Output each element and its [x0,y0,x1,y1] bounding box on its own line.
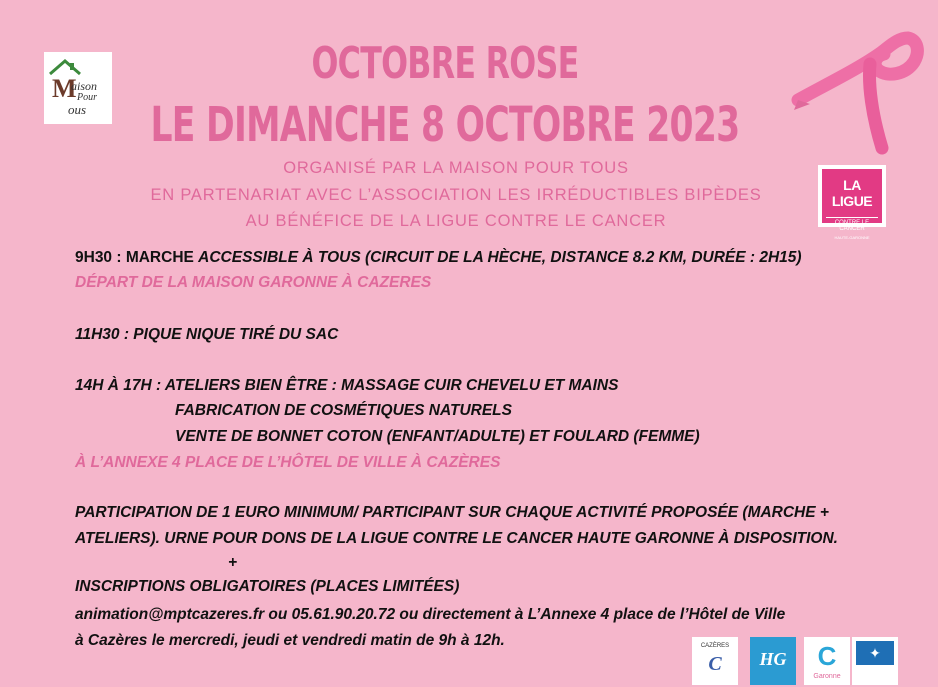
organizer-line: ORGANISÉ PAR LA MAISON POUR TOUS [283,159,629,177]
walk-line [75,249,802,267]
haute-garonne-logo: HG [750,637,796,685]
logo-word-pour: Pour [77,92,97,103]
title-date: LE DIMANCHE 8 OCTOBRE 2023 [150,97,740,153]
logo-letter-m: M [52,74,77,103]
ligue-name: LA LIGUE [831,177,873,209]
workshop-sale: VENTE DE BONNET COTON (ENFANT/ADULTE) ET FOULARD (FEMME) [175,428,700,445]
registration-line: INSCRIPTIONS OBLIGATOIRES (PLACES LIMITÉES) [75,578,460,595]
picnic-line: 11H30 : PIQUE NIQUE TIRÉ DU SAC [75,326,339,343]
ligue-dept: HAUTE-GARONNE [834,235,870,240]
plus-sign: + [228,554,238,571]
cpam-logo: ✦ [852,637,898,685]
la-ligue-logo [818,165,886,240]
ligue-subtitle: CONTRE LE CANCER [826,217,878,232]
walk-description: ACCESSIBLE À TOUS (CIRCUIT DE LA HÈCHE, DISTANCE 8.2 KM, DURÉE : 2H15) [198,249,802,266]
partnership-line: EN PARTENARIAT AVEC L’ASSOCIATION LES IRRÉDUCTIBLES BIPÈDES [150,186,762,204]
contact-line-1: animation@mptcazeres.fr ou 05.61.90.20.72 ou directement à L’Annexe 4 place de l’Hôtel de Ville [75,606,786,623]
cazeres-logo: CAZÈRES C [692,637,738,685]
logo-word-ous: ous [68,102,87,117]
workshop-cosmetics: FABRICATION DE COSMÉTIQUES NATURELS [175,402,512,419]
workshops-place: À L’ANNEXE 4 PLACE DE L’HÔTEL DE VILLE À CAZÈRES [75,454,501,471]
participation-line-2: ATELIERS). URNE POUR DONS DE LA LIGUE CONTRE LE CANCER HAUTE GARONNE À DISPOSITION. [75,530,838,547]
workshops-line: 14H À 17H : ATELIERS BIEN ÊTRE : MASSAGE CUIR CHEVELU ET MAINS [75,377,619,394]
title-octobre-rose: OCTOBRE ROSE [311,38,579,89]
coeur-garonne-logo: C Garonne [804,637,850,685]
contact-line-2: à Cazères le mercredi, jeudi et vendredi matin de 9h à 12h. [75,632,505,649]
participation-line-1: PARTICIPATION DE 1 EURO MINIMUM/ PARTICIPANT SUR CHAQUE ACTIVITÉ PROPOSÉE (MARCHE + [75,504,829,521]
logo-word-aison: aison [71,79,98,93]
walk-time: 9H30 : MARCHE [75,249,199,266]
walk-departure: DÉPART DE LA MAISON GARONNE À CAZERES [75,274,432,291]
maison-pour-tous-logo [44,52,112,124]
pink-ribbon-icon [790,30,925,155]
beneficiary-line: AU BÉNÉFICE DE LA LIGUE CONTRE LE CANCER [245,212,667,230]
